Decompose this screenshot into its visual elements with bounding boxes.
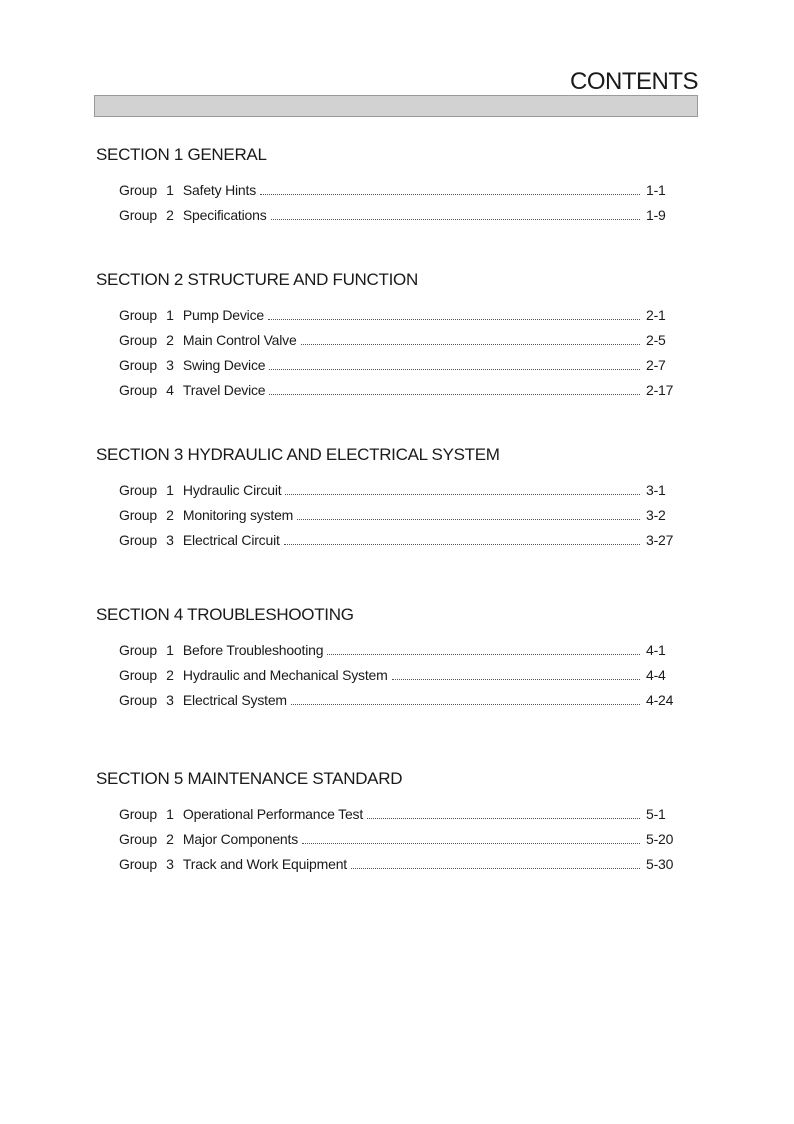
group-label: Group — [119, 357, 157, 373]
group-number: 1 — [166, 482, 174, 498]
page-number: 5-20 — [646, 831, 674, 847]
dot-leader — [271, 218, 640, 220]
toc-entry[interactable] — [96, 481, 686, 499]
toc-entry[interactable] — [96, 206, 686, 224]
group-label: Group — [119, 532, 157, 548]
section-heading: SECTION 1 GENERAL — [96, 145, 267, 164]
page-number: 2-5 — [646, 332, 666, 348]
group-label: Group — [119, 667, 157, 683]
page-number: 3-2 — [646, 507, 666, 523]
group-label: Group — [119, 856, 157, 872]
toc-entry[interactable] — [96, 531, 686, 549]
group-label: Group — [119, 207, 157, 223]
page-number: 3-27 — [646, 532, 674, 548]
entry-title: Major Components — [182, 831, 298, 847]
dot-leader — [284, 543, 640, 545]
section-heading: SECTION 3 HYDRAULIC AND ELECTRICAL SYSTEM — [96, 445, 500, 464]
entry-title: Swing Device — [182, 357, 266, 373]
entry-title: Specifications — [182, 207, 267, 223]
entry-title: Electrical Circuit — [182, 532, 280, 548]
toc-entry[interactable] — [96, 306, 686, 324]
group-number: 2 — [166, 207, 174, 223]
page-title: CONTENTS — [570, 68, 698, 95]
dot-leader — [301, 343, 640, 345]
group-number: 4 — [166, 382, 174, 398]
dot-leader — [302, 842, 640, 844]
entry-title: Main Control Valve — [182, 332, 297, 348]
section-5 — [96, 769, 686, 873]
title-bar — [94, 95, 698, 117]
dot-leader — [269, 368, 640, 370]
group-number: 3 — [166, 357, 174, 373]
dot-leader — [327, 653, 640, 655]
section-heading: SECTION 5 MAINTENANCE STANDARD — [96, 769, 403, 788]
section-1 — [96, 145, 686, 224]
entry-title: Pump Device — [182, 307, 264, 323]
page-number: 2-7 — [646, 357, 666, 373]
page-number: 1-9 — [646, 207, 666, 223]
dot-leader — [392, 678, 640, 680]
section-3 — [96, 445, 686, 549]
group-label: Group — [119, 382, 157, 398]
group-number: 1 — [166, 642, 174, 658]
entry-title: Hydraulic and Mechanical System — [182, 667, 388, 683]
dot-leader — [285, 493, 640, 495]
group-label: Group — [119, 182, 157, 198]
toc-entry[interactable] — [96, 331, 686, 349]
group-label: Group — [119, 806, 157, 822]
dot-leader — [291, 703, 640, 705]
group-label: Group — [119, 831, 157, 847]
dot-leader — [260, 193, 640, 195]
dot-leader — [297, 518, 640, 520]
entry-title: Monitoring system — [182, 507, 294, 523]
toc-entry[interactable] — [96, 356, 686, 374]
toc-entry[interactable] — [96, 830, 686, 848]
page-number: 2-1 — [646, 307, 666, 323]
dot-leader — [269, 393, 640, 395]
group-label: Group — [119, 507, 157, 523]
dot-leader — [367, 817, 640, 819]
group-number: 3 — [166, 692, 174, 708]
page-number: 4-24 — [646, 692, 674, 708]
group-number: 1 — [166, 182, 174, 198]
page-number: 2-17 — [646, 382, 674, 398]
page-number: 5-30 — [646, 856, 674, 872]
group-number: 1 — [166, 307, 174, 323]
toc-entry[interactable] — [96, 181, 686, 199]
toc-entry[interactable] — [96, 691, 686, 709]
group-number: 1 — [166, 806, 174, 822]
page-number: 3-1 — [646, 482, 666, 498]
entry-title: Operational Performance Test — [182, 806, 364, 822]
entry-title: Hydraulic Circuit — [182, 482, 282, 498]
group-label: Group — [119, 332, 157, 348]
group-number: 3 — [166, 856, 174, 872]
group-number: 3 — [166, 532, 174, 548]
group-number: 2 — [166, 332, 174, 348]
page-number: 4-4 — [646, 667, 666, 683]
toc-entry[interactable] — [96, 381, 686, 399]
section-heading: SECTION 4 TROUBLESHOOTING — [96, 605, 354, 624]
toc-entry[interactable] — [96, 666, 686, 684]
section-heading: SECTION 2 STRUCTURE AND FUNCTION — [96, 270, 418, 289]
group-label: Group — [119, 692, 157, 708]
toc-entry[interactable] — [96, 506, 686, 524]
entry-title: Track and Work Equipment — [182, 856, 347, 872]
group-label: Group — [119, 482, 157, 498]
dot-leader — [268, 318, 640, 320]
entry-title: Electrical System — [182, 692, 287, 708]
toc-entry[interactable] — [96, 641, 686, 659]
group-label: Group — [119, 642, 157, 658]
group-number: 2 — [166, 831, 174, 847]
entry-title: Travel Device — [182, 382, 266, 398]
group-number: 2 — [166, 507, 174, 523]
page-number: 5-1 — [646, 806, 666, 822]
table-of-contents — [96, 145, 686, 880]
group-label: Group — [119, 307, 157, 323]
entry-title: Before Troubleshooting — [182, 642, 324, 658]
toc-entry[interactable] — [96, 805, 686, 823]
toc-entry[interactable] — [96, 855, 686, 873]
page-number: 4-1 — [646, 642, 666, 658]
group-number: 2 — [166, 667, 174, 683]
dot-leader — [351, 867, 640, 869]
section-4 — [96, 605, 686, 709]
section-2 — [96, 270, 686, 399]
page-number: 1-1 — [646, 182, 666, 198]
entry-title: Safety Hints — [182, 182, 256, 198]
